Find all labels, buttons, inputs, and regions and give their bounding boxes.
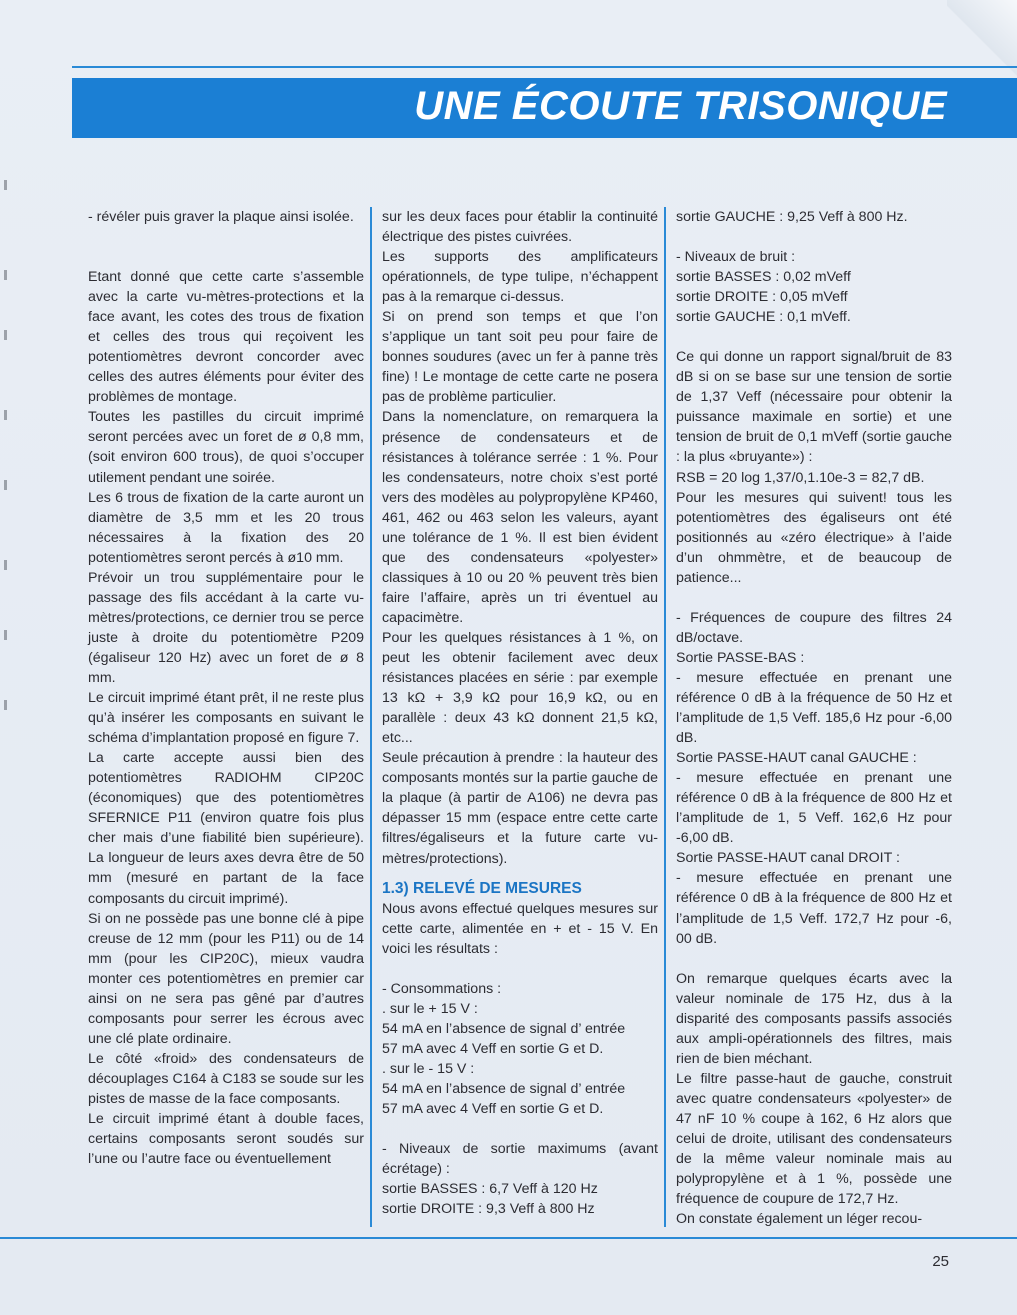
paragraph: - Consommations : — [382, 980, 502, 997]
paragraph: Nous avons effectué quelques mesures sur cette carte, alimentée en + et - 15 V. En voici les résultats : — [382, 900, 658, 957]
column-rule-2 — [664, 207, 666, 1227]
paragraph: Pour les quelques résistances à 1 %, on peut les obtenir facilement avec deux résistances placées en série : par exemple 13 kΩ + 3,9 kΩ pour 16,9 kΩ, ou en parallèle : deux 43 kΩ donnent 21,5 kΩ, etc... — [382, 629, 658, 747]
paragraph: Les supports des amplificateurs opérationnels, de type tulipe, n’échappent pas à la remarque ci-dessus. — [382, 249, 658, 306]
paragraph: Si on prend son temps et que l’on s’applique un tant soit peu pour faire de bonnes soudures (avec un fer à panne très fine) ! Le montage de cette carte ne posera pas de problème particulier. — [382, 309, 658, 406]
paragraph: sortie BASSES : 0,02 mVeff — [676, 269, 851, 286]
paragraph: RSB = 20 log 1,37/0,1.10e-3 = 82,7 dB. — [676, 469, 925, 486]
paragraph: Prévoir un trou supplémentaire pour le passage des fils accédant à la carte vu-mètres/protections, ce dernier trou se perce juste à droite du potentiomètre P209 (égaliseur 120 Hz) avec un foret de ø 8 mm. — [88, 569, 364, 686]
paragraph: - mesure effectuée en prenant une référence 0 dB à la fréquence de 800 Hz et l’amplitude de 1, 5 Veff. 162,6 Hz pour -6,00 dB. — [676, 770, 952, 847]
text-column-3 — [676, 207, 952, 1229]
paragraph: sortie GAUCHE : 0,1 mVeff. — [676, 309, 851, 326]
paragraph: Le circuit imprimé étant prêt, il ne reste plus qu’à insérer les composants en suivant le schéma d’implantation proposé en figure 7. — [88, 690, 364, 747]
paragraph: sortie DROITE : 0,05 mVeff — [676, 289, 848, 306]
paragraph: On remarque quelques écarts avec la valeur nominale de 175 Hz, dus à la disparité des composants passifs associés aux ampli-opérationnels des filtres, mais rien de bien méchant. — [676, 970, 952, 1067]
paragraph: Ce qui donne un rapport signal/bruit de 83 dB si on se base sur une tension de sortie de 1,37 Veff (nécessaire pour obtenir la puissance maximale en sortie) et une tension de bruit de 0,1 mVeff (sortie gauche : la plus «bruyante») : — [676, 349, 952, 466]
paragraph: Dans la nomenclature, on remarquera la présence de condensateurs et de résistances à tolérance serrée : 1 %. Pour les condensateurs, notre choix s’est porté vers des modèles au polypropylène KP460, 461, 462 ou 463 selon les valeurs, ayant une tolérance de 1 %. Il est bien évident que des condensateurs «polyester» classiques à 10 ou 20 % peuvent très bien faire l’affaire, après un tri éventuel au capacimètre. — [382, 409, 658, 626]
paragraph: Si on ne possède pas une bonne clé à pipe creuse de 12 mm (pour les P11) ou de 14 mm (pour les CIP20C), mieux vaudra monter ces potentiomètres en premier car ainsi on ne sera pas gêné par d’autres composants pour serrer les écrous avec une clé plate ordinaire. — [88, 910, 364, 1047]
paragraph: - Fréquences de coupure des filtres 24 dB/octave. — [676, 609, 952, 646]
page-corner-fold — [947, 0, 1017, 80]
paragraph: On constate également un léger recou- — [676, 1211, 923, 1228]
text-column-2 — [382, 207, 658, 1219]
bottom-rule — [0, 1237, 1017, 1239]
column-rule-1 — [370, 207, 372, 1227]
paragraph: Le filtre passe-haut de gauche, construit avec quatre condensateurs «polyester» de 47 nF 10 % coupe à 162, 6 Hz alors que celui de droite, utilisant des condensateurs de la même valeur nominale mais au polypropylène et à 1 %, possède une fréquence de coupure de 172,7 Hz. — [676, 1070, 952, 1208]
binding-marks — [4, 180, 10, 740]
paragraph: 57 mA avec 4 Veff en sortie G et D. — [382, 1040, 604, 1057]
paragraph: Le circuit imprimé étant à double faces, certains composants seront soudés sur l’une ou l’autre face ou éventuellement — [88, 1111, 364, 1168]
paragraph: - mesure effectuée en prenant une référence 0 dB à la fréquence de 800 Hz et l’amplitude de 1,5 Veff. 172,7 Hz pour -6, 00 dB. — [676, 870, 952, 947]
paragraph: Le côté «froid» des condensateurs de découplages C164 à C183 se soude sur les pistes de masse de la face composants. — [88, 1050, 364, 1107]
paragraph: Sortie PASSE-HAUT canal DROIT : — [676, 850, 900, 867]
paragraph: - Niveaux de sortie maximums (avant écrétage) : — [382, 1141, 658, 1178]
paragraph: 57 mA avec 4 Veff en sortie G et D. — [382, 1100, 604, 1117]
paragraph: La carte accepte aussi bien des potentiomètres RADIOHM CIP20C (économiques) que des potentiomètres SFERNICE P11 (environ quatre fois plus cher mais d’une fiabilité bien supérieure). La longueur de leurs axes devra être de 50 mm (mesuré en partant de la face composants du circuit imprimé). — [88, 750, 364, 907]
paragraph: Toutes les pastilles du circuit imprimé seront percées avec un foret de ø 0,8 mm, (soit environ 600 trous), de quoi s’occuper utilement pendant une soirée. — [88, 409, 364, 486]
paragraph: - révéler puis graver la plaque ainsi isolée. — [88, 209, 354, 225]
paragraph: . sur le - 15 V : — [382, 1060, 475, 1077]
paragraph: - mesure effectuée en prenant une référence 0 dB à la fréquence de 50 Hz et l’amplitude de 1,5 Veff. 185,6 Hz pour -6,00 dB. — [676, 669, 952, 747]
paragraph: Sortie PASSE-BAS : — [676, 649, 805, 666]
paragraph: 54 mA en l’absence de signal d’ entrée — [382, 1080, 626, 1097]
page-title: UNE ÉCOUTE TRISONIQUE — [414, 84, 947, 128]
top-rule — [72, 66, 1017, 68]
paragraph: Sortie PASSE-HAUT canal GAUCHE : — [676, 750, 917, 767]
paragraph: . sur le + 15 V : — [382, 1000, 478, 1017]
paragraph: Pour les mesures qui suivent! tous les potentiomètres des égaliseurs ont été positionnés au «zéro électrique» à l’aide d’un ohmmètre, et de beaucoup de patience... — [676, 489, 952, 586]
page-number: 25 — [932, 1253, 949, 1270]
paragraph: sortie GAUCHE : 9,25 Veff à 800 Hz. — [676, 209, 908, 225]
paragraph: sur les deux faces pour établir la continuité électrique des pistes cuivrées. — [382, 209, 658, 246]
paragraph: 54 mA en l’absence de signal d’ entrée — [382, 1020, 626, 1037]
paragraph: Etant donné que cette carte s’assemble avec la carte vu-mètres-protections et la face avant, les cotes des trous de fixation et celles des trous qui reçoivent les potentiomètres devront concorder avec celles des autres éléments pour éviter des problèmes de montage. — [88, 269, 364, 406]
section-heading: 1.3) RELEVÉ DE MESURES — [382, 879, 582, 897]
title-banner — [72, 78, 1017, 138]
text-column-1 — [88, 207, 364, 1169]
paragraph: sortie DROITE : 9,3 Veff à 800 Hz — [382, 1201, 595, 1218]
paragraph: sortie BASSES : 6,7 Veff à 120 Hz — [382, 1181, 598, 1198]
paragraph: Les 6 trous de fixation de la carte auront un diamètre de 3,5 mm et les 20 trous nécessaires à la fixation des 20 potentiomètres seront percés à ø10 mm. — [88, 489, 364, 566]
paragraph: - Niveaux de bruit : — [676, 249, 796, 266]
paragraph: Seule précaution à prendre : la hauteur des composants montés sur la partie gauche de la plaque (à partir de A106) ne devra pas dépasser 15 mm (espace entre cette carte filtres/égaliseurs et la future carte vu-mètres/protections). — [382, 750, 658, 867]
